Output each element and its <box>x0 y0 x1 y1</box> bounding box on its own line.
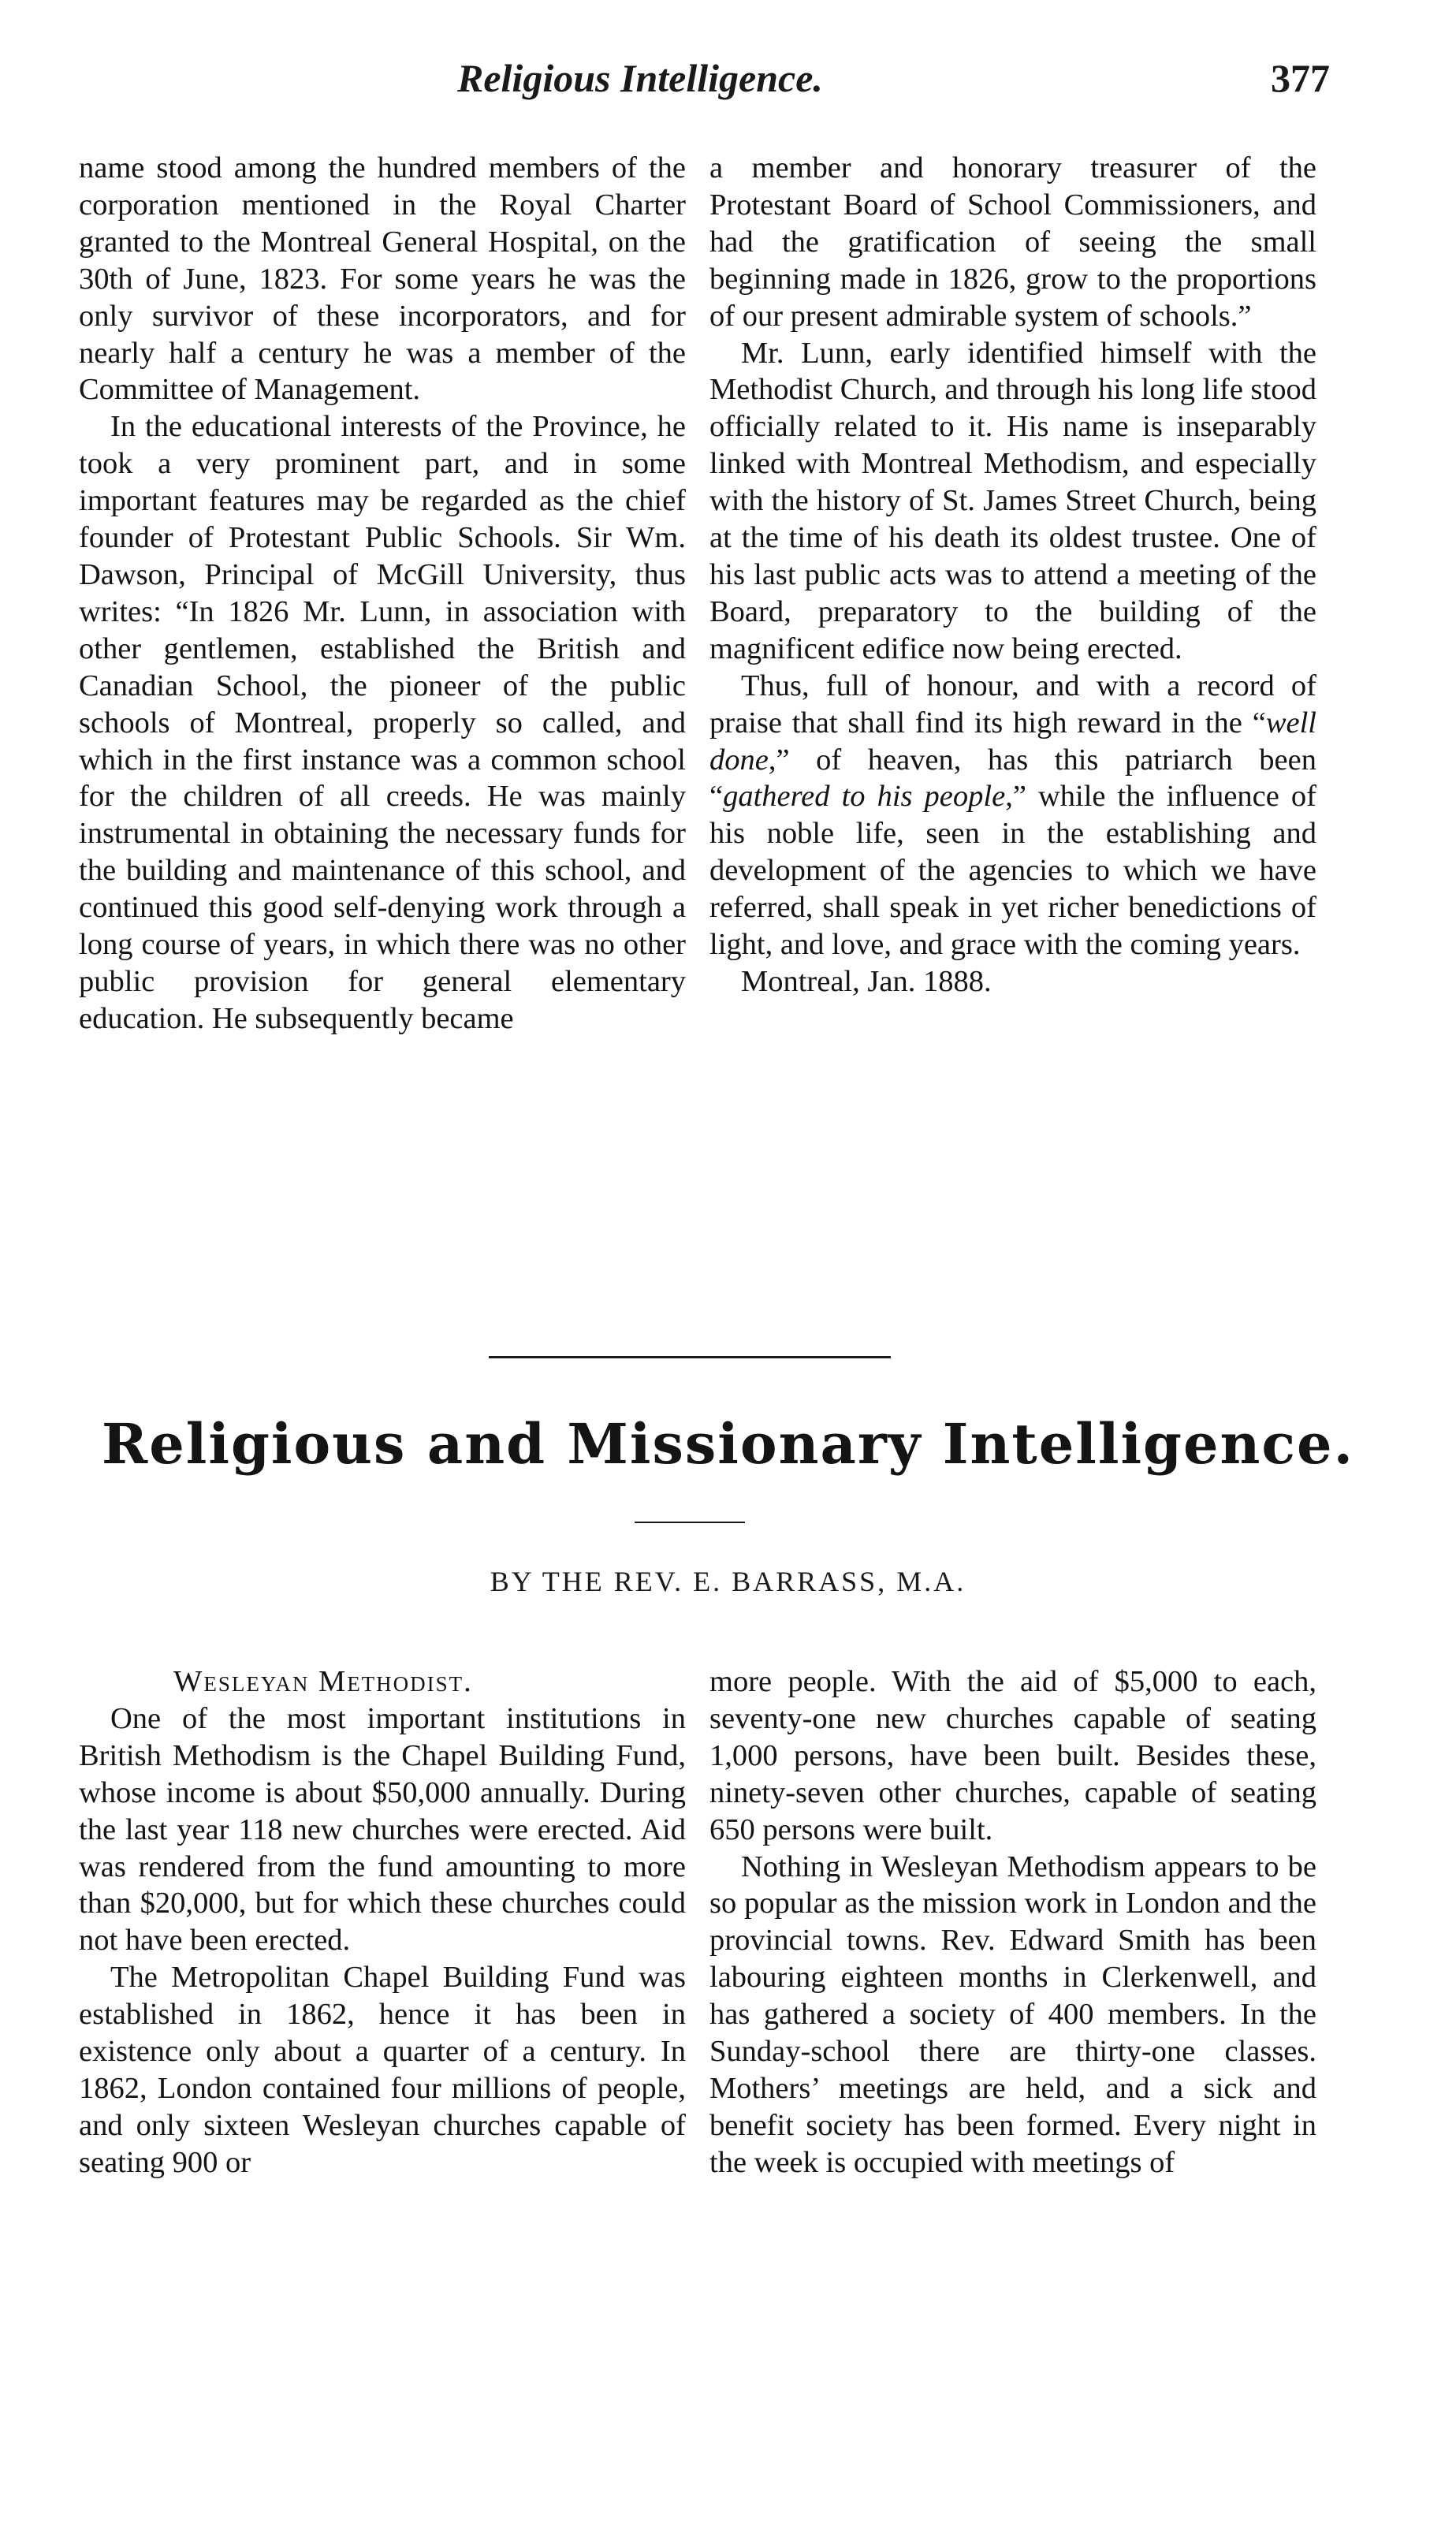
paragraph <box>709 668 1316 963</box>
paragraph: In the educational interests of the Province, he took a very prominent part, and in some important features may be regarded as the chief founder of Protestant Public Schools. Sir Wm. Dawson, Principal of McGill University, thus writes: “In 1826 Mr. Lunn, in association with other gentlemen, established the British and Canadian School, the pioneer of the public schools of Montreal, properly so called, and which in the first instance was a common school for the children of all creeds. He was mainly instrumental in obtaining the necessary funds for the building and maintenance of this school, and continued this good self-denying work through a long course of years, in which there was no other public provision for general elementary education. He subsequently became <box>79 410 686 1035</box>
bottom-left-column <box>79 1663 686 2181</box>
byline: BY THE REV. E. BARRASS, M.A. <box>490 1566 966 1597</box>
running-title: Religious Intelligence. <box>457 56 823 100</box>
paragraph: Nothing in Wesleyan Methodism appears to be so popular as the mission work in London and the provincial towns. Rev. Edward Smith has been labouring eighteen months in Clerkenwell, and has gathered a society of 400 members. In the Sunday-school there are thirty-one classes. Mothers’ meetings are held, and a sick and benefit society has been formed. Every night in the week is occupied with meetings of <box>709 1850 1316 2179</box>
section-divider <box>489 1356 891 1358</box>
paragraph: a member and honorary treasurer of the Protestant Board of School Commissioners, and had the gratification of seeing the small beginning made in 1826, grow to the proportions of our present admirable system of schools.” <box>709 151 1316 333</box>
title-underline <box>635 1522 745 1523</box>
paragraph: more people. With the aid of $5,000 to each, seventy-one new churches capable of seating 1,000 persons, have been built. Besides these, ninety-seven other churches, capable of seating 650 persons were built. <box>709 1665 1316 1846</box>
page-number: 377 <box>1271 56 1330 100</box>
paragraph: One of the most important institutions in British Methodism is the Chapel Building Fund, whose income is about $50,000 annually. During the last year 118 new churches were erected. Aid was rendered from the fund amounting to more than $20,000, but for which these churches could not have been erected. <box>79 1701 686 1958</box>
quoted-italic-gathered: gathered to his people <box>723 780 1006 814</box>
paragraph: Mr. Lunn, early identified himself with the Methodist Church, and through his long life stood officially related to it. His name is inseparably linked with Montreal Methodism, and especially with the history of St. James Street Church, being at the time of his death its oldest trustee. One of his last public acts was to attend a meeting of the Board, preparatory to the building of the magnificent edifice now being erected. <box>709 336 1316 665</box>
page-header <box>0 55 1456 118</box>
paragraph: name stood among the hundred members of the corporation mentioned in the Royal Charter granted to the Montreal General Hospital, on the 30th of June, 1823. For some years he was the only survivor of these incorporators, and for nearly half a century he was a member of the Committee of Management. <box>79 151 686 407</box>
subheading: Wesleyan Methodist. <box>173 1665 473 1698</box>
text-run: ,” while the influence of his noble life, seen in the establishing and development of the agencies to which we have referred, shall speak in yet richer benedictions of light, and love, and grace with the coming years. <box>709 780 1316 962</box>
text-run: Thus, full of honour, and with a record of praise that shall find its high reward in the “ <box>709 669 1316 739</box>
bottom-right-column <box>709 1663 1316 2181</box>
top-right-column <box>709 150 1316 1000</box>
section-title: Religious and Missionary Intelligence. <box>102 1411 1354 1477</box>
paragraph: The Metropolitan Chapel Building Fund was established in 1862, hence it has been in existence only about a quarter of a century. In 1862, London contained four millions of people, and only sixteen Wesleyan churches capable of seating 900 or <box>79 1961 686 2179</box>
top-left-column <box>79 150 686 1037</box>
dateline: Montreal, Jan. 1888. <box>741 964 992 998</box>
text-run: ,” of heaven, has this patriarch been “ <box>709 743 1316 814</box>
quoted-italic-well-done: well done <box>709 706 1316 777</box>
